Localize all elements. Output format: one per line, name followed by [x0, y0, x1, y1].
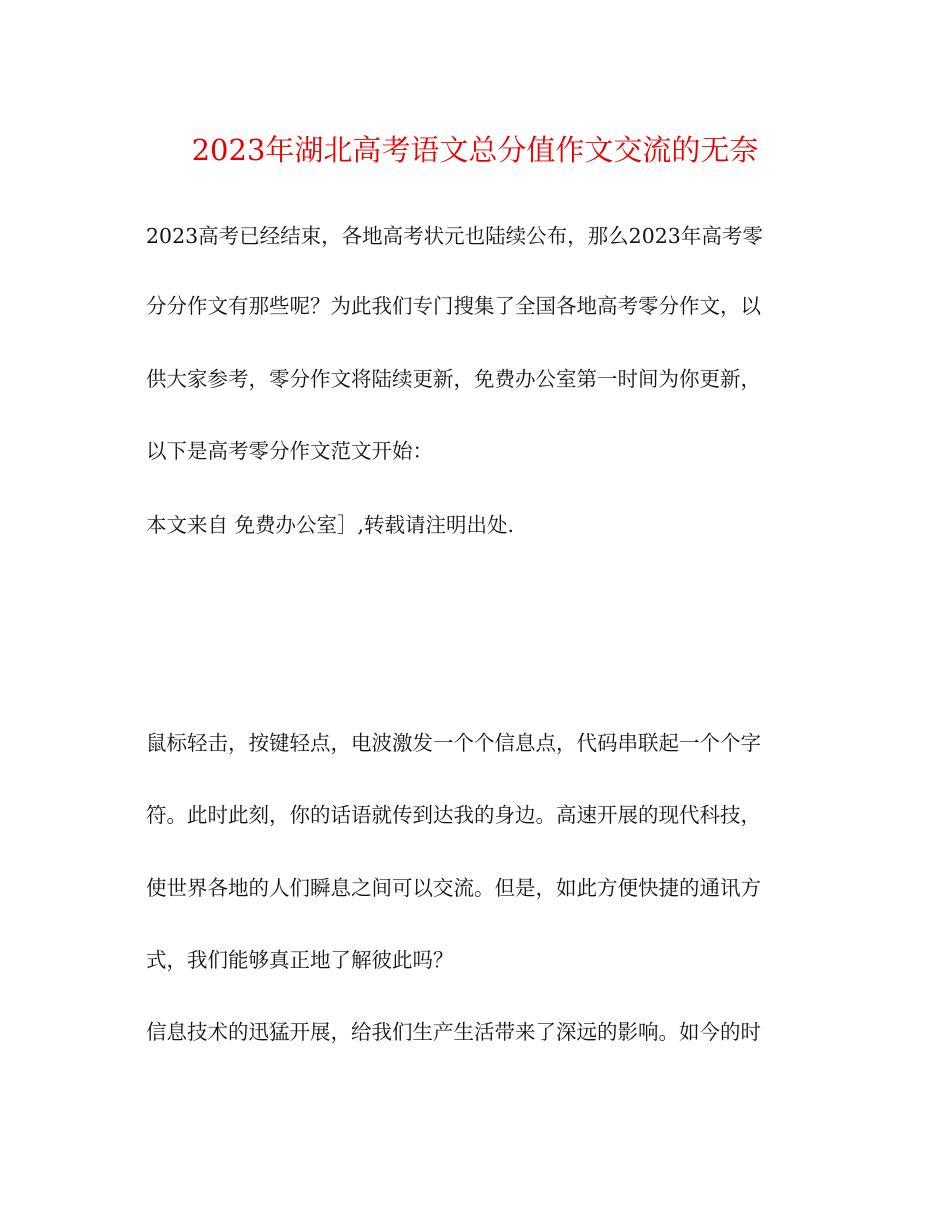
essay-p2-line-1: 信息技术的迅猛开展，给我们生产生活带来了深远的影响。如今的时 — [146, 1020, 761, 1044]
source-note: 本文来自 免费办公室］,转载请注明出处. — [146, 513, 515, 537]
essay-p1-line-1: 鼠标轻击，按键轻点，电波激发一个个信息点，代码串联起一个个字 — [146, 731, 761, 755]
essay-p1-line-2: 符。此时此刻，你的话语就传到达我的身边。高速开展的现代科技， — [146, 803, 761, 827]
essay-p1-line-3: 使世界各地的人们瞬息之间可以交流。但是，如此方便快捷的通讯方 — [146, 876, 761, 900]
intro-line-1: 2023高考已经结束，各地高考状元也陆续公布，那么2023年高考零 — [146, 224, 763, 248]
essay-p1-line-4: 式，我们能够真正地了解彼此吗？ — [146, 948, 454, 972]
intro-line-3: 供大家参考，零分作文将陆续更新，免费办公室第一时间为你更新， — [146, 367, 761, 391]
intro-line-2: 分分作文有那些呢？为此我们专门搜集了全国各地高考零分作文，以 — [146, 294, 761, 318]
document-title: 2023年湖北高考语文总分值作文交流的无奈 — [191, 133, 759, 167]
intro-line-4: 以下是高考零分作文范文开始： — [146, 439, 433, 463]
